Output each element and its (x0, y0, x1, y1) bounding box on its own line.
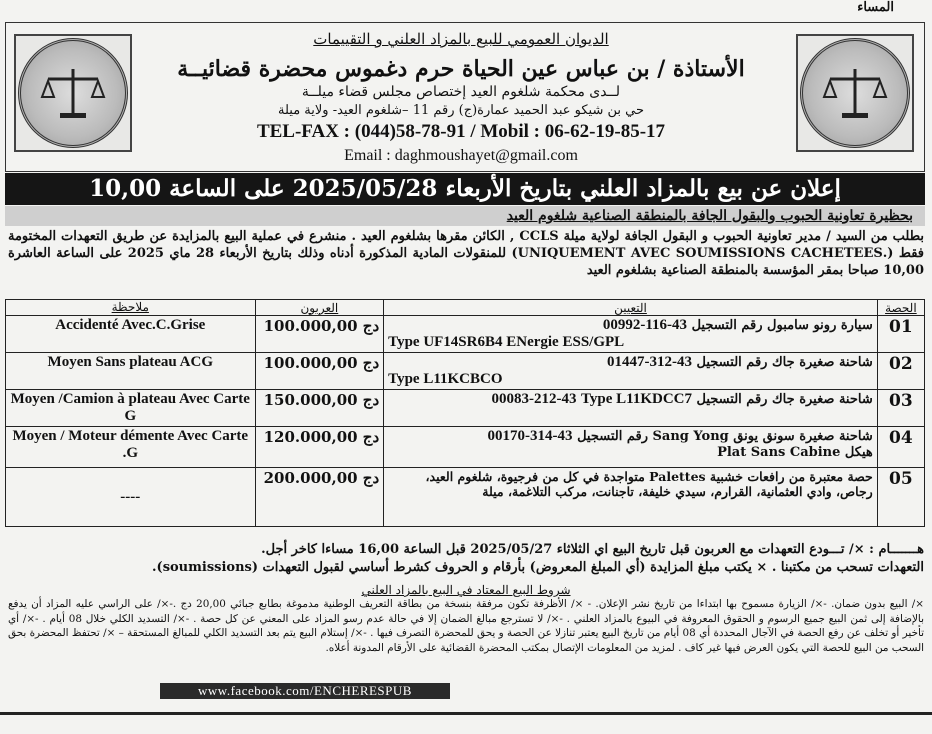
lot-deposit: 120.000,00 دج (255, 427, 384, 468)
lot-registration: 00083-212-43 (491, 391, 577, 407)
lot-deposit: 200.000,00 دج (255, 468, 384, 527)
lot-deposit: 100.000,00 دج (255, 316, 384, 353)
lot-desc-text: سيارة رونو سامبول رقم التسجيل (691, 318, 873, 333)
bailiff-name: الأستاذة / بن عباس عين الحياة حرم دغموس محضرة قضائيــة (177, 56, 745, 82)
header-remark: ملاحظة (6, 300, 256, 316)
table-row (6, 353, 925, 390)
terms-title: شروط البيع المعتاد في البيع بالمزاد العلني (361, 583, 571, 597)
lot-description (384, 353, 878, 390)
lot-remark: Accidenté Avec.C.Grise (6, 316, 256, 353)
lot-description (384, 390, 878, 427)
court-line: لــدى محكمة شلغوم العيد إختصاص مجلس قضاء ميلــة (301, 84, 621, 100)
lot-type: Type L11KCBCO (388, 371, 503, 387)
lots-table (5, 299, 925, 527)
important-notes (8, 541, 924, 577)
lot-remark: ---- (6, 468, 256, 527)
lot-description (384, 316, 878, 353)
table-row (6, 316, 925, 353)
lot-deposit: 100.000,00 دج (255, 353, 384, 390)
note-deposit-deadline: هـــــــام : ×/ تـــودع التعهدات مع العربون قبل تاريخ البيع اي الثلاثاء 2025/05/27 قبل الساعة 16,00 مساءا كاخر أجل. (261, 542, 924, 557)
intro-paragraph: بطلب من السيد / مدير تعاونية الحبوب و البقول الجافة لولاية ميلة CCLS , الكائن مقرها بشلغوم العيد . منشرع في عملية البيع بالمزايدة عن طريق التعهدات المختومة فقط (.UNIQUEMENT AVEC SOUMISSIONS CACHETEES) للمنقولات المادية المذكورة أدناه وذلك بتاريخ الأربعاء 28 ماي 2025 على الساعة العاشرة 10,00 صباحا بمقر المؤسسة بالمنطقة الصناعية بشلغوم العيد (8, 229, 925, 278)
email-line: Email : daghmoushayet@gmail.com (344, 147, 578, 164)
lot-number: 02 (877, 353, 924, 390)
office-title: الديوان العمومي للبيع بالمزاد العلني و التقييمات (313, 30, 609, 48)
table-row (6, 390, 925, 427)
lot-registration: 00170-314-43 (487, 428, 573, 444)
lot-desc-text: شاحنة صغيرة سونق يونق Sang Yong رقم التسجيل (577, 429, 873, 444)
header-price: العربون (255, 300, 384, 316)
note-bid-format: التعهدات تسحب من مكتبنا . × يكتب مبلغ المزايدة (أي المبلغ المعروض) بأرقام و الحروف كشرط أساسي لقبول التعهدات (soumissions). (152, 560, 924, 575)
phone-line: TEL-FAX : (044)58-78-91 / Mobil : 06-62-19-85-17 (256, 121, 666, 142)
scales-emblem-icon (800, 38, 910, 148)
lot-desc-text: شاحنة صغيرة جاك رقم التسجيل (696, 392, 873, 407)
sale-location: بحظيرة تعاونية الحبوب والبقول الجافة بالمنطقة الصناعية شلغوم العيد (5, 206, 925, 226)
lot-number: 01 (877, 316, 924, 353)
lot-description (384, 427, 878, 468)
lot-type: هيكل Plat Sans Cabine (717, 445, 873, 460)
facebook-link[interactable]: www.facebook.com/ENCHERESPUB (160, 683, 450, 699)
lot-deposit: 150.000,00 دج (255, 390, 384, 427)
lot-remark: Moyen Sans plateau ACG (6, 353, 256, 390)
table-header-row (6, 300, 925, 316)
bottom-divider (0, 712, 932, 715)
table-row (6, 468, 925, 527)
sale-banner: إعلان عن بيع بالمزاد العلني بتاريخ الأربعاء 2025/05/28 على الساعة 10,00 (5, 173, 925, 205)
lot-number: 04 (877, 427, 924, 468)
scales-emblem-icon (18, 38, 128, 148)
lot-remark: Moyen /Camion à plateau Avec Carte G (6, 390, 256, 427)
header-description: التعيين (384, 300, 878, 316)
lot-type: Type UF14SR6B4 ENergie ESS/GPL (388, 334, 625, 350)
address-line: حي بن شيكو عبد الحميد عمارة(ج) رقم 11 –شلغوم العيد- ولاية ميلة (278, 103, 644, 118)
header-lot: الحصة (877, 300, 924, 316)
seal-right-image (796, 34, 914, 152)
lot-registration: 01447-312-43 (606, 354, 692, 370)
lot-number: 03 (877, 390, 924, 427)
lot-registration: 00992-116-43 (602, 317, 688, 333)
lot-remark: Moyen / Moteur démente Avec Carte .G (6, 427, 256, 468)
corner-text: المساء (857, 0, 894, 15)
table-row (6, 427, 925, 468)
terms-text: ×/ البيع بدون ضمان. -×/ الزيارة مسموح بها ابتداءا من تاريخ نشر الإعلان. - ×/ الأظرفة تكون مرفقة بنسخة من بطاقة التعريف الوطنية مدموغة بطابع جبائي 20,00 دج .-×/ على الراسي عليه المزاد أن يدفع بالإضافة إلى ثمن البيع جميع الرسوم و الحقوق المعروفة في البيوع بالمزاد العلني . -×/ لا تسترجع مبالغ الضمان إلا في حالة عدم رسو المزاد على المعني عن كل حصة . -×/ التسديد الكلي خلال 08 أيام . -×/ أي تأخير أو تخلف عن رفع الحصة في الآجال المحددة أي 08 أيام من تاريخ البيع يعتبر تنازلا عن الحصة و يحق للمحضرة التصرف فيها . -×/ إستلام البيع يتم بعد التسديد الكلي للمبالغ المستحقة – ×/ تحتفظ المحضرة بحق السحب من البيع للحصة التي يكون العرض فيها غير كاف . لمزيد من المعلومات الإتصال بمكتب المحضرة القضائية على الأرقام المدونة أعلاه. (8, 598, 925, 654)
seal-left-image (14, 34, 132, 152)
lot-number: 05 (877, 468, 924, 527)
lot-desc-text: شاحنة صغيرة جاك رقم التسجيل (696, 355, 873, 370)
lot-description: حصة معتبرة من رافعات خشبية Palettes متواجدة في كل من فرجيوة، شلغوم العيد، رجاص، وادي العثمانية، القرارم، سيدي خليفة، تاجنانت، مركب التلاغمة، ميلة (384, 468, 878, 527)
lot-type: Type L11KDCC7 (581, 391, 692, 407)
